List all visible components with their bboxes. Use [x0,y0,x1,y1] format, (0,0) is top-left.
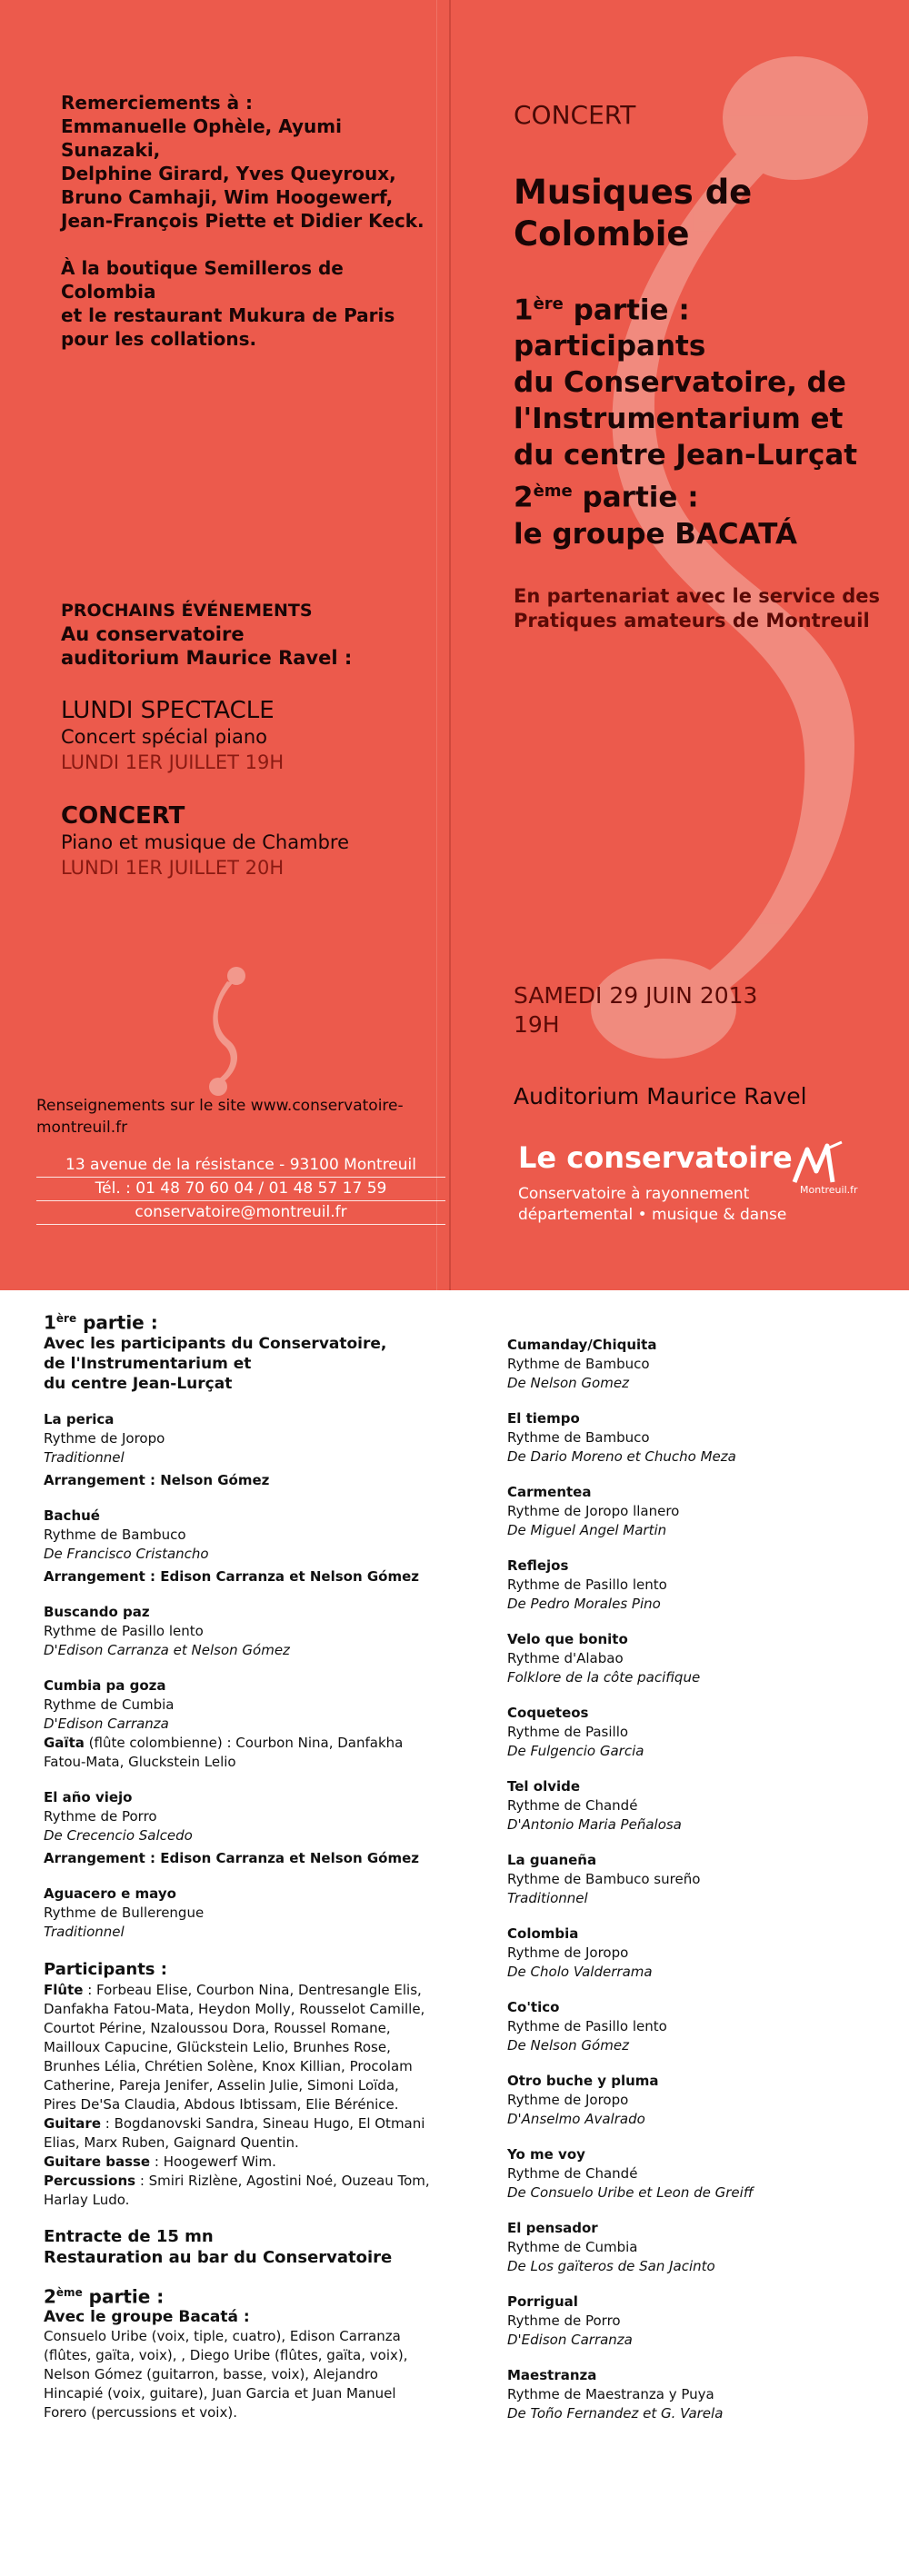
participants-heading: Participants : [44,1959,167,1979]
thanks-shop-line: pour les collations. [61,328,257,350]
participants-bass [44,2153,435,2172]
piece-title: La perica [44,1410,115,1427]
piece-rhythm: Rythme de Cumbia [44,1696,175,1713]
piece-author: De Nelson Gomez [507,1375,629,1391]
part-number: 1 [514,293,534,327]
part-ordinal: ère [533,294,564,313]
piece-rhythm: Rythme de Maestranza y Puya [507,2386,714,2402]
program-piece [507,2145,889,2203]
part-one-summary [514,286,895,552]
piece-title: El tiempo [507,1410,580,1427]
piece-author: De Crecencio Salcedo [44,1826,193,1844]
logo-sub-line: Conservatoire à rayonnement [518,1185,750,1203]
piece-rhythm: Rythme de Bambuco [44,1526,186,1543]
piece-rhythm: Rythme de Bambuco sureño [507,1871,701,1887]
piece-gaita-players [44,1734,435,1772]
date-text: SAMEDI 29 JUIN 2013 [514,982,758,1009]
piece-rhythm: Rythme de Porro [44,1807,157,1825]
piece-rhythm: Rythme de Porro [507,2312,621,2329]
conservatoire-logo [518,1140,882,1226]
piece-arrangement: Arrangement : Edison Carranza et Nelson Gómez [44,1849,419,1866]
upcoming-events [61,600,434,880]
piece-author: De Fulgencio Garcia [507,1743,644,1759]
piece-author: De Francisco Cristancho [44,1545,209,1562]
piece-rhythm: Rythme de Joropo [507,2092,629,2108]
intermission-line: Restauration au bar du Conservatoire [44,2247,393,2267]
contact-block [36,1154,445,1225]
concert-date [514,981,757,1039]
piece-rhythm: Rythme d'Alabao [507,1650,624,1666]
participants-list [44,1960,435,2210]
piece-title: Colombia [507,1925,579,1942]
piece-author: De Dario Moreno et Chucho Meza [507,1448,736,1465]
instrument-players: : Hoogewerf Wim. [150,2153,276,2170]
part-line: l'Instrumentarium et [514,403,844,436]
piece-arrangement: Arrangement : Nelson Gómez [44,1471,270,1488]
program-piece [507,2219,889,2276]
program-right-column [507,1336,889,2440]
thanks-name-line: Bruno Camhaji, Wim Hoogewerf, [61,186,394,208]
piece-title: Co'tico [507,1999,560,2015]
instrument-label: Guitare basse [44,2153,151,2170]
events-place: auditorium Maurice Ravel : [61,647,353,669]
piece-author: De Los gaïteros de San Jacinto [507,2258,715,2274]
contact-email: conservatoire@montreuil.fr [36,1201,445,1225]
part-two-subtitle: Avec le groupe Bacatá : [44,2308,250,2327]
piece-title: Yo me voy [507,2146,585,2163]
program-piece [44,1410,435,1490]
piece-author: De Pedro Morales Pino [507,1596,661,1612]
concert-label: CONCERT [514,100,636,130]
event-item [61,802,434,880]
acknowledgements [61,91,434,374]
piece-title: Tel olvide [507,1778,581,1795]
logo-sub-line: départemental • musique & danse [518,1206,787,1224]
program-piece [507,1409,889,1467]
piece-title: El pensador [507,2220,598,2236]
subtitle-line: du centre Jean-Lurçat [44,1374,233,1393]
thanks-shop-line: À la boutique Semilleros de Colombia [61,257,344,303]
program-piece [507,1483,889,1540]
thanks-shop-line: et le restaurant Mukura de Paris [61,304,395,326]
program-piece [44,1885,435,1942]
contact-phone: Tél. : 01 48 70 60 04 / 01 48 57 17 59 [36,1178,445,1201]
piece-rhythm: Rythme de Chandé [507,2165,638,2182]
f-hole-small-decoration [202,963,256,1099]
program-piece [507,1998,889,2055]
piece-title: Otro buche y pluma [507,2073,659,2089]
piece-author: D'Antonio Maria Peñalosa [507,1816,682,1833]
piece-author: Traditionnel [44,1923,125,1940]
piece-author: Folklore de la côte pacifique [507,1669,701,1686]
thanks-name-line: Emmanuelle Ophèle, Ayumi Sunazaki, [61,115,342,161]
instrument-players: : Smiri Rizlène, Agostini Noé, Ouzeau Tom, Harlay Ludo. [44,2172,430,2208]
part-two-heading [44,2283,435,2308]
piece-title: El año viejo [44,1788,133,1805]
piece-title: Cumbia pa goza [44,1676,166,1694]
part-ordinal: ère [55,1312,77,1325]
partnership-note: En partenariat avec le service des Pratiques amateurs de Montreuil [514,584,881,632]
part-label: partie : [82,2285,165,2308]
logo-mark-text: Montreuil.fr [800,1184,858,1196]
event-date: LUNDI 1ER JUILLET 19H [61,751,285,773]
thanks-name-line: Delphine Girard, Yves Queyroux, [61,163,396,184]
instrument-players: : Forbeau Elise, Courbon Nina, Dentresangle Elis, Danfakha Fatou-Mata, Heydon Molly, Rousselot Camille, Courtot Périne, Nzaloussou Dora, Roussel Romane, Mailloux Capucine, Glückstein Lelio, Brunhes Rose, Brunhes Lélia, Chrétien Solène, Knox Killian, Procolam Catherine, Pareja Jenifer, Asselin Julie, Simoni Loïda, Pires De'Sa Claudia, Abdous Ibtissam, Elie Bérénice. [44,1981,425,2113]
instrument-label: Percussions [44,2172,136,2189]
piece-rhythm: Rythme de Cumbia [507,2239,638,2255]
part-number: 1 [44,1311,56,1334]
events-place: Au conservatoire [61,623,245,645]
piece-author: D'Edison Carranza [44,1715,169,1732]
part-label: partie : [563,293,690,327]
concert-title [514,172,895,255]
intermission [44,2226,435,2268]
piece-title: Maestranza [507,2367,597,2383]
piece-author: De Cholo Valderrama [507,1964,653,1980]
part-line: le groupe BACATÁ [514,517,797,551]
piece-title: Aguacero e mayo [44,1885,176,1902]
piece-title: Buscando paz [44,1603,150,1620]
piece-rhythm: Rythme de Bullerengue [44,1904,205,1921]
program-piece [44,1507,435,1586]
time-text: 19H [514,1011,560,1038]
part-one-subtitle [44,1334,435,1394]
piece-title: Reflejos [507,1557,569,1574]
logo-name: Le conservatoire [518,1140,793,1175]
piece-author: De Miguel Angel Martin [507,1522,667,1538]
piece-rhythm: Rythme de Joropo [507,1944,629,1961]
participants-percussion [44,2172,435,2210]
piece-author: De Toño Fernandez et G. Varela [507,2405,724,2422]
event-title: CONCERT [61,802,185,830]
band-members: Consuelo Uribe (voix, tiple, cuatro), Edison Carranza (flûtes, gaïta, voix), , Diego Uribe (flûtes, gaïta, voix), Nelson Gómez (guitarron, basse, voix), Alejandro Hincapié (voix, guitare), Juan Garcia et Juan Manuel Forero (percussions et voix). [44,2328,408,2422]
piece-author: De Consuelo Uribe et Leon de Greiff [507,2184,754,2201]
events-heading: PROCHAINS ÉVÉNEMENTS [61,601,313,621]
montreuil-m-icon [791,1140,845,1186]
piece-rhythm: Rythme de Pasillo lento [507,2018,667,2034]
piece-title: Bachué [44,1507,100,1524]
part-number: 2 [44,2285,56,2308]
part-ordinal: ème [55,2285,83,2299]
event-subtitle: Piano et musique de Chambre [61,831,349,853]
instrument-label: Flûte [44,1981,84,1998]
part-line: participants [514,330,706,363]
subtitle-line: Avec les participants du Conservatoire, [44,1334,387,1353]
piece-rhythm: Rythme de Bambuco [507,1429,650,1446]
gaita-text: (flûte colombienne) : Courbon Nina, Danfakha Fatou-Mata, Gluckstein Lelio [44,1734,404,1770]
part-line: du centre Jean-Lurçat [514,439,858,472]
info-website: Renseignements sur le site www.conservatoire-montreuil.fr [36,1097,404,1137]
piece-title: La guaneña [507,1852,597,1868]
part-line: du Conservatoire, de [514,366,846,400]
piece-title: Coqueteos [507,1705,589,1721]
program-piece [507,1630,889,1687]
piece-rhythm: Rythme de Joropo llanero [507,1503,680,1519]
piece-author: D'Edison Carranza et Nelson Gómez [44,1641,290,1658]
event-item [61,697,434,775]
program-piece [44,1603,435,1660]
program-piece [507,2072,889,2129]
part-two-section [44,2283,435,2423]
participants-guitar [44,2114,435,2153]
gaita-label: Gaïta [44,1734,85,1751]
program-piece [507,1925,889,1982]
piece-title: Velo que bonito [507,1631,628,1647]
program-listing [0,1308,909,2576]
piece-rhythm: Rythme de Chandé [507,1797,638,1814]
program-piece [507,1777,889,1835]
part-number: 2 [514,481,534,514]
program-piece [507,2293,889,2350]
event-title: LUNDI SPECTACLE [61,697,275,724]
piece-author: D'Anselmo Avalrado [507,2111,645,2127]
piece-rhythm: Rythme de Bambuco [507,1356,650,1372]
part-label: partie : [572,481,699,514]
program-left-column [44,1308,435,2422]
piece-author: De Nelson Gómez [507,2037,629,2054]
part-one-heading [44,1308,435,1334]
fold-line [449,0,451,1290]
intermission-line: Entracte de 15 mn [44,2226,214,2246]
piece-arrangement: Arrangement : Edison Carranza et Nelson Gómez [44,1567,419,1585]
piece-rhythm: Rythme de Pasillo lento [507,1576,667,1593]
title-line: Musiques de [514,173,753,212]
piece-title: Cumanday/Chiquita [507,1337,657,1353]
piece-title: Porrigual [507,2293,578,2310]
event-subtitle: Concert spécial piano [61,726,267,748]
piece-rhythm: Rythme de Joropo [44,1429,165,1447]
concert-venue: Auditorium Maurice Ravel [514,1083,807,1109]
instrument-label: Guitare [44,2114,101,2132]
program-piece [44,1676,435,1772]
contact-address: 13 avenue de la résistance - 93100 Montreuil [36,1154,445,1178]
program-piece [507,2366,889,2423]
piece-author: Traditionnel [44,1448,125,1466]
thanks-name-line: Jean-François Piette et Didier Keck. [61,210,425,232]
piece-author: Traditionnel [507,1890,588,1906]
thanks-heading: Remerciements à : [61,92,254,114]
instrument-players: : Bogdanovski Sandra, Sineau Hugo, El Otmani Elias, Marx Ruben, Gaignard Quentin. [44,2114,425,2151]
participants-flute [44,1981,435,2114]
part-label: partie : [76,1311,158,1334]
piece-author: D'Edison Carranza [507,2332,633,2348]
program-piece [44,1788,435,1868]
program-piece [507,1557,889,1614]
concert-header [514,100,895,633]
title-line: Colombie [514,214,690,254]
event-date: LUNDI 1ER JUILLET 20H [61,857,285,879]
piece-title: Carmentea [507,1484,592,1500]
part-ordinal: ème [533,482,573,502]
piece-rhythm: Rythme de Pasillo [507,1724,629,1740]
subtitle-line: de l'Instrumentarium et [44,1354,252,1373]
program-piece [507,1704,889,1761]
program-piece [507,1336,889,1393]
piece-rhythm: Rythme de Pasillo lento [44,1622,204,1639]
program-piece [507,1851,889,1908]
